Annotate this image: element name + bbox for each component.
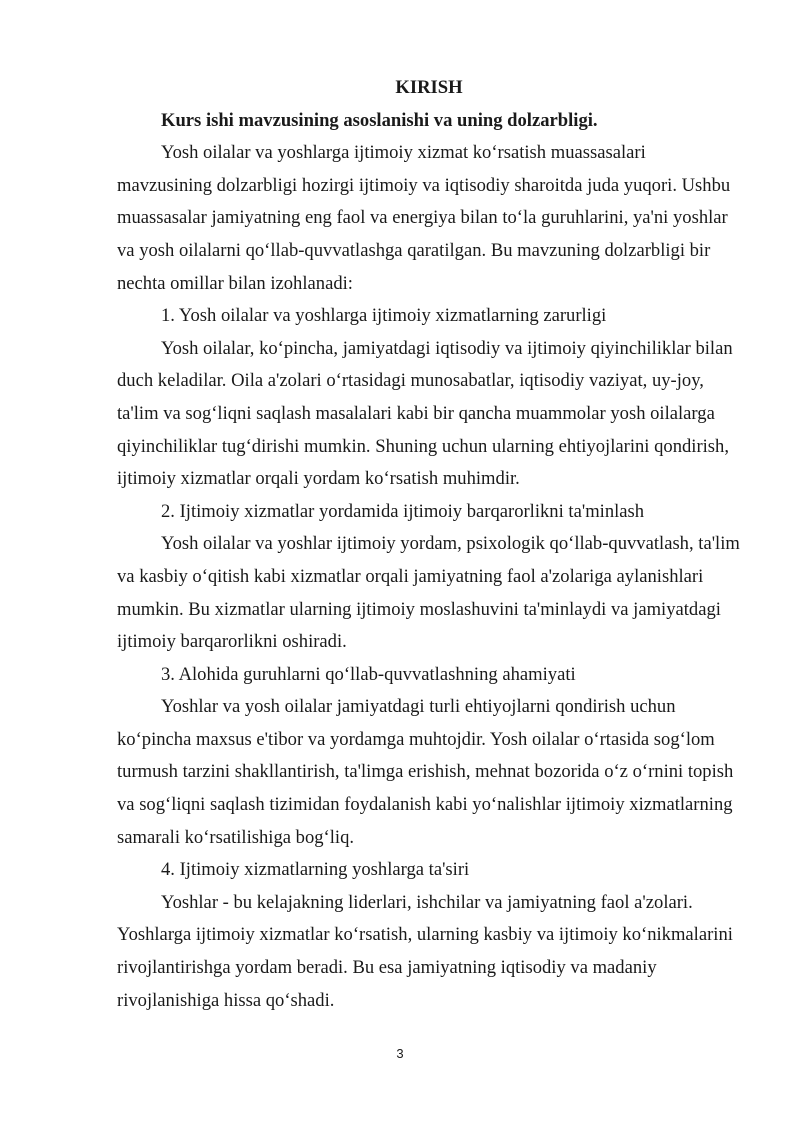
page-number: 3 [396, 1046, 404, 1061]
document-title: KIRISH [395, 77, 463, 98]
document-subtitle: Kurs ishi mavzusining asoslanishi va uning dolzarbligi. [161, 109, 598, 131]
section-3-paragraph: Yoshlar va yosh oilalar jamiyatdagi turli ehtiyojlarni qondirish uchun ko‘pincha maxsus e'tibor va yordamga muhtojdir. Yosh oilalar o‘rtasida sog‘lom turmush tarzini shakllantirish, ta'limga erishish, mehnat bozorida o‘z o‘rnini topish va sog‘liqni saqlash tizimidan foydalanish kabi yo‘nalishlar ijtimoiy xizmatlarning samarali ko‘rsatilishiga bog‘liq. [117, 696, 734, 848]
section-1-paragraph: Yosh oilalar, ko‘pincha, jamiyatdagi iqtisodiy va ijtimoiy qiyinchiliklar bilan duch keladilar. Oila a'zolari o‘rtasidagi munosabatlar, iqtisodiy vaziyat, uy-joy, ta'lim va sog‘liqni saqlash masalalari kabi bir qancha muammolar yosh oilalarga qiyinchiliklar tug‘dirishi mumkin. Shuning uchun ularning ehtiyojlarini qondirish, ijtimoiy xizmatlar orqali yordam ko‘rsatish muhimdir. [117, 337, 733, 490]
intro-paragraph: Yosh oilalar va yoshlarga ijtimoiy xizmat ko‘rsatish muassasalari mavzusining dolzarbligi hozirgi ijtimoiy va iqtisodiy sharoitda juda yuqori. Ushbu muassasalar jamiyatning eng faol va energiya bilan to‘la guruhlarini, ya'ni yoshlar va yosh oilalarni qo‘llab-quvvatlashga qaratilgan. Bu mavzuning dolzarbligi bir nechta omillar bilan izohlanadi: [117, 142, 731, 294]
section-2-heading: 2. Ijtimoiy xizmatlar yordamida ijtimoiy barqarorlikni ta'minlash [161, 500, 645, 522]
page-content [117, 72, 741, 1017]
section-4-heading: 4. Ijtimoiy xizmatlarning yoshlarga ta'siri [161, 859, 470, 881]
section-2-paragraph: Yosh oilalar va yoshlar ijtimoiy yordam, psixologik qo‘llab-quvvatlash, ta'lim va kasbiy o‘qitish kabi xizmatlar orqali jamiyatning faol a'zolariga aylanishlari mumkin. Bu xizmatlar ularning ijtimoiy moslashuvini ta'minlaydi va jamiyatdagi ijtimoiy barqarorlikni oshiradi. [117, 533, 740, 653]
section-1-heading: 1. Yosh oilalar va yoshlarga ijtimoiy xizmatlarning zarurligi [161, 305, 607, 327]
section-3-heading: 3. Alohida guruhlarni qo‘llab-quvvatlashning ahamiyati [161, 663, 576, 685]
section-4-paragraph: Yoshlar - bu kelajakning liderlari, ishchilar va jamiyatning faol a'zolari. Yoshlarga ijtimoiy xizmatlar ko‘rsatish, ularning kasbiy va ijtimoiy ko‘nikmalarini rivojlantirishga yordam beradi. Bu esa jamiyatning iqtisodiy va madaniy rivojlanishiga hissa qo‘shadi. [117, 891, 733, 1011]
